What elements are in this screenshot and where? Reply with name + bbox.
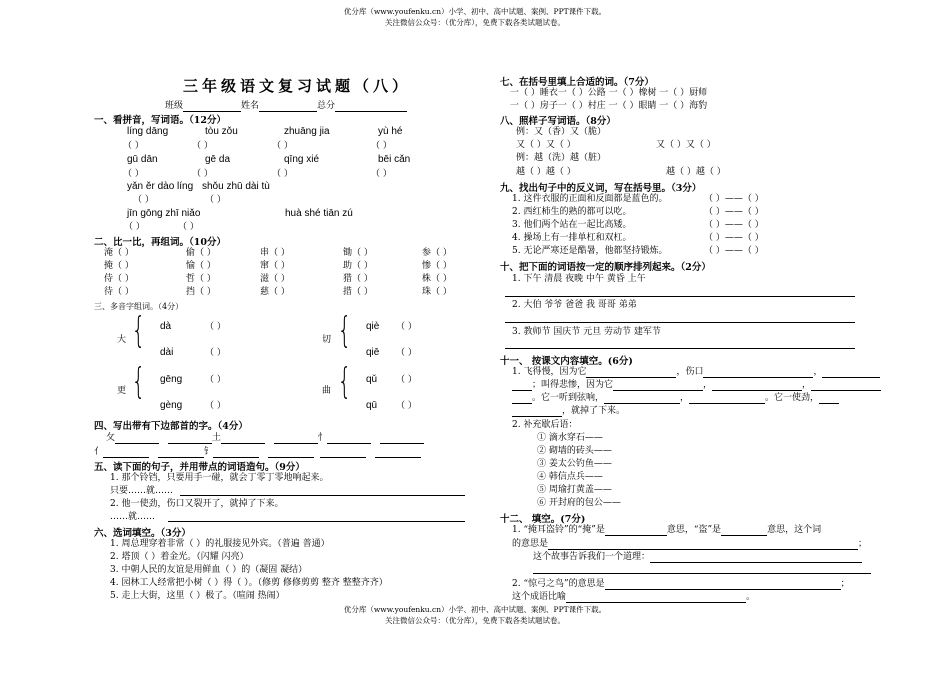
idiom-item: ① 滴水穿石—— — [537, 433, 603, 443]
s10-item: 3. 教师节 国庆节 元旦 劳动节 建军节 — [512, 327, 661, 337]
brace-icon: { — [337, 361, 352, 402]
answer-blank[interactable] — [566, 592, 746, 603]
idiom-item: ② 砌墙的砖头—— — [537, 446, 612, 456]
pinyin: gē da — [205, 154, 231, 165]
answer-blank[interactable] — [822, 367, 880, 378]
pinyin: qiē — [366, 347, 380, 358]
s6-item: 1. 周总理穿着非常（ ）的礼服接见外宾。（普遍 普通） — [110, 539, 330, 549]
answer-blank[interactable] — [268, 447, 314, 458]
s8-answer[interactable]: 越（ ）越（ ） — [516, 167, 576, 177]
s8-answer[interactable]: 又（ ）又（ ） — [516, 140, 576, 150]
radical: 钅 — [203, 447, 213, 457]
answer-blank[interactable] — [703, 367, 813, 378]
compare-char-cell[interactable]: 锄（ ） — [343, 248, 373, 258]
compare-char-cell[interactable]: 惨（ ） — [422, 261, 452, 271]
pinyin: bēi cǎn — [378, 154, 411, 165]
idiom-item: ⑥ 开封府的包公—— — [537, 498, 621, 508]
answer-blank[interactable] — [712, 380, 802, 391]
answer-paren[interactable]: （ ） — [371, 141, 392, 151]
s7-row: 一（ ）睡衣一（ ）公路 一（ ）橡树 一（ ）厨师 — [510, 88, 708, 98]
compare-char-cell[interactable]: 猎（ ） — [343, 274, 373, 284]
s6-heading: 六、选词填空。（3分） — [94, 528, 191, 539]
pinyin: jīn gōng zhī niǎo — [127, 208, 201, 219]
score-field[interactable] — [335, 101, 407, 112]
answer-paren[interactable]: （ ） — [205, 348, 226, 358]
pinyin: yǎn ěr dào líng — [127, 181, 194, 192]
s5-q1: 1. 那个铃铛，只要用手一碰，就会丁零丁零地响起来。 — [110, 473, 329, 483]
compare-char-cell[interactable]: 措（ ） — [343, 287, 373, 297]
idiom-item: ⑤ 周瑜打黄盖—— — [537, 485, 612, 495]
student-info — [165, 100, 407, 112]
answer-blank[interactable] — [380, 433, 424, 444]
answer-paren[interactable]: （ ） — [396, 348, 417, 358]
answer-paren[interactable]: （ ） — [205, 401, 226, 411]
site-footer-line2: 关注微信公众号：（优分库），免费下载各类试题试卷。 — [385, 616, 565, 625]
s5-q2: 2. 他一使劲，伤口又裂开了，就掉了下来。 — [110, 499, 284, 509]
answer-paren[interactable]: （ ） — [205, 375, 226, 385]
s8-answer[interactable]: 越（ ）越（ ） — [666, 167, 726, 177]
answer-blank[interactable] — [103, 447, 149, 458]
pinyin: huà shé tiān zú — [285, 208, 353, 219]
text: 这个成语比喻 — [512, 592, 567, 602]
answer-paren[interactable]: （ ） — [178, 222, 199, 232]
answer-blank[interactable] — [221, 433, 265, 444]
answer-blank[interactable] — [512, 393, 532, 404]
s10-heading: 十、把下面的词语按一定的顺序排列起来。（2分） — [500, 262, 711, 273]
answer-paren[interactable]: （ ） — [396, 401, 417, 411]
compare-char-cell[interactable]: 串（ ） — [260, 248, 290, 258]
pinyin: dài — [160, 347, 174, 358]
site-header-line2: 关注微信公众号：（优分库），免费下载各类试题试卷。 — [385, 18, 565, 27]
answer-blank[interactable] — [158, 447, 204, 458]
s1-heading: 一、看拼音，写词语。（12分） — [94, 115, 226, 126]
text: ，伤口 — [676, 367, 704, 377]
answer-paren[interactable]: （ ） — [371, 169, 392, 179]
site-header-line1: 优分库（www.youfenku.cn）小学、初中、高中试题、案例、PPT课件下载。 — [343, 7, 607, 16]
text: 1. 飞得慢，因为它 — [512, 367, 587, 377]
pinyin: qǔ — [366, 374, 378, 385]
s12-q1-line1 — [512, 524, 821, 536]
compare-char-cell[interactable]: 哲（ ） — [186, 274, 216, 284]
answer-paren[interactable]: （ ） — [123, 169, 144, 179]
compare-char-cell[interactable]: 侍（ ） — [104, 274, 134, 284]
answer-blank[interactable] — [512, 380, 532, 391]
answer-line[interactable] — [505, 296, 855, 297]
text: 意思，这个词 — [767, 525, 822, 535]
text: 。它一听到弦响， — [532, 393, 605, 403]
polyphone-char: 切 — [322, 335, 332, 345]
answer-blank[interactable] — [613, 380, 703, 391]
answer-blank[interactable] — [168, 433, 212, 444]
class-field[interactable] — [183, 101, 241, 112]
compare-char-cell[interactable]: 窜（ ） — [260, 261, 290, 271]
answer-paren[interactable]: （ ） — [205, 322, 226, 332]
answer-line[interactable] — [533, 573, 871, 574]
s3-heading: 三、多音字组词。（4分） — [94, 302, 184, 311]
s12-q1-line3 — [533, 551, 862, 563]
s9-heading: 九、找出句子中的反义词，写在括号里。（3分） — [500, 183, 702, 194]
answer-blank[interactable] — [548, 539, 858, 550]
pinyin: gū dān — [127, 154, 158, 165]
radical-row-2 — [94, 446, 421, 458]
s9-item: 1. 这件衣服的正面和反面都是蓝色的。 — [512, 194, 668, 204]
s9-item: 5. 无论严寒还是酷暑，他都坚持锻炼。 — [512, 246, 668, 256]
s8-example: 例：又（香）又（脆） — [516, 127, 607, 137]
answer-paren[interactable]: （ ） — [396, 322, 417, 332]
answer-blank[interactable] — [213, 447, 259, 458]
pinyin: yù hé — [378, 126, 403, 137]
answer-blank[interactable] — [604, 393, 680, 404]
compare-char-cell[interactable]: 淹（ ） — [104, 248, 134, 258]
brace-icon: { — [131, 361, 146, 402]
brace-icon: { — [131, 310, 146, 351]
s7-row: 一（ ）房子一（ ）村庄 一（ ）眼睛 一（ ）海豹 — [510, 101, 708, 111]
s6-item: 5. 走上大街，这里（ ）极了。（喧闹 热闹） — [110, 591, 285, 601]
compare-char-cell[interactable]: 待（ ） — [104, 287, 134, 297]
compare-char-cell[interactable]: 挡（ ） — [186, 287, 216, 297]
compare-char-cell[interactable]: 滋（ ） — [260, 274, 290, 284]
radical: 忄 — [317, 433, 327, 443]
answer-paren[interactable]: （ ） — [123, 141, 144, 151]
radical: 土 — [211, 433, 221, 443]
answer-blank[interactable] — [650, 552, 862, 563]
s5-q1-prompt: 只要……就…… — [110, 486, 174, 496]
answer-paren[interactable]: （ ） — [272, 169, 293, 179]
answer-blank[interactable] — [721, 525, 767, 536]
antonym-pair[interactable]: （ ）——（ ） — [704, 233, 764, 243]
text: 这个故事告诉我们一个道理： — [533, 552, 651, 562]
answer-blank[interactable] — [327, 433, 371, 444]
text: ；叫得悲惨，因为它 — [532, 380, 614, 390]
answer-paren[interactable]: （ ） — [133, 195, 154, 205]
answer-blank[interactable] — [811, 380, 881, 391]
s2-heading: 二、比一比，再组词。（10分） — [94, 237, 226, 248]
answer-paren[interactable]: （ ） — [205, 195, 226, 205]
radical: 亻 — [94, 447, 104, 457]
s8-heading: 八、照样子写词语。（8分） — [500, 116, 616, 127]
text: 。它一使劲， — [765, 393, 820, 403]
answer-line[interactable] — [505, 322, 855, 323]
polyphone-char: 曲 — [322, 386, 332, 396]
answer-line[interactable] — [168, 521, 465, 522]
site-footer-line1: 优分库（www.youfenku.cn）小学、初中、高中试题、案例、PPT课件下载。 — [343, 605, 607, 614]
answer-paren[interactable]: （ ） — [124, 222, 145, 232]
s11-q1-line3: 。它一听到弦响， ， 。它一使劲， — [512, 392, 839, 404]
compare-char-cell[interactable]: 助（ ） — [343, 261, 373, 271]
compare-char-cell[interactable]: 愉（ ） — [186, 261, 216, 271]
answer-line[interactable] — [505, 348, 855, 349]
s11-q1-line2: ；叫得悲惨，因为它 ， ， — [512, 379, 881, 391]
name-field[interactable] — [259, 101, 317, 112]
s11-q2: 2. 补充歇后语： — [512, 420, 578, 430]
antonym-pair[interactable]: （ ）——（ ） — [704, 246, 764, 256]
compare-char-cell[interactable]: 株（ ） — [422, 274, 452, 284]
antonym-pair[interactable]: （ ）——（ ） — [704, 207, 764, 217]
pinyin: dà — [160, 321, 172, 332]
pinyin: qīng xié — [284, 154, 320, 165]
antonym-pair[interactable]: （ ）——（ ） — [704, 220, 764, 230]
s10-item: 1. 下午 清晨 夜晚 中午 黄昏 上午 — [512, 274, 646, 284]
s9-item: 4. 操场上有一排单杠和双杠。 — [512, 233, 632, 243]
radical-row-1 — [106, 432, 424, 444]
s8-example: 例：越（洗）越（脏） — [516, 153, 607, 163]
answer-blank[interactable] — [689, 393, 765, 404]
text: 1. “掩耳盗铃”的“掩”是 — [512, 525, 605, 535]
pinyin: gèng — [160, 400, 183, 411]
compare-char-cell[interactable]: 珠（ ） — [422, 287, 452, 297]
s5-heading: 五、读下面的句子，并用带点的词语造句。（9分） — [94, 462, 305, 473]
s5-q2-prompt: ……就…… — [110, 512, 156, 522]
idiom-item: ③ 姜太公钓鱼—— — [537, 459, 612, 469]
compare-char-cell[interactable]: 掩（ ） — [104, 261, 134, 271]
s6-item: 3. 中朝人民的友谊是用鲜血（ ）的（凝固 凝结） — [110, 565, 308, 575]
s12-q2-line1: 2. “惊弓之鸟”的意思是 ； — [512, 579, 850, 589]
s12-heading: 十二、 填空。(7分) — [500, 514, 586, 525]
s11-q1-line4 — [512, 405, 625, 417]
s10-item: 2. 大伯 爷爷 爸爸 我 哥哥 弟弟 — [512, 300, 637, 310]
compare-char-cell[interactable]: 参（ ） — [422, 248, 452, 258]
answer-paren[interactable]: （ ） — [192, 169, 213, 179]
s11-q1-line1: 1. 飞得慢，因为它 ，伤口 ， — [512, 366, 880, 378]
answer-paren[interactable]: （ ） — [396, 375, 417, 385]
score-label: 总分 — [317, 101, 336, 111]
answer-blank[interactable] — [274, 433, 318, 444]
pinyin: qiè — [366, 321, 380, 332]
pinyin: shǒu zhū dài tù — [202, 181, 270, 192]
s6-item: 2. 塔顶（ ）着金光。（闪耀 闪亮） — [110, 552, 249, 562]
compare-char-cell[interactable]: 偷（ ） — [186, 248, 216, 258]
pinyin: zhuāng jia — [284, 126, 330, 137]
idiom-item: ④ 韩信点兵—— — [537, 472, 603, 482]
compare-char-cell[interactable]: 慈（ ） — [260, 287, 290, 297]
s7-heading: 七、在括号里填上合适的词。（7分） — [500, 77, 654, 88]
polyphone-char: 大 — [117, 335, 127, 345]
s11-heading: 十一、 按课文内容填空。(6分) — [500, 356, 633, 367]
polyphone-char: 更 — [117, 386, 127, 396]
text: 2. “惊弓之鸟”的意思是 — [512, 579, 605, 589]
answer-blank[interactable] — [605, 579, 841, 590]
answer-paren[interactable]: （ ） — [272, 141, 293, 151]
page-title: 三年级语文复习试题（八） — [183, 77, 412, 95]
answer-blank[interactable] — [320, 447, 366, 458]
pinyin: qū — [366, 400, 378, 411]
answer-blank[interactable] — [115, 433, 159, 444]
brace-icon: { — [337, 310, 352, 351]
antonym-pair[interactable]: （ ）——（ ） — [704, 194, 764, 204]
s8-answer[interactable]: 又（ ）又（ ） — [656, 140, 716, 150]
answer-blank[interactable] — [586, 367, 676, 378]
s9-item: 2. 西红柿生的熟的都可以吃。 — [512, 207, 632, 217]
answer-line[interactable] — [180, 495, 465, 496]
s6-item: 4. 园林工人经常把小树（ ）得（ ）。（修剪 修修剪剪 整齐 整整齐齐） — [110, 578, 388, 588]
s12-q2-line2: 这个成语比喻 。 — [512, 592, 756, 602]
text: 的意思是 — [512, 539, 549, 549]
pinyin: gēng — [160, 374, 183, 385]
name-label: 姓名 — [241, 101, 260, 111]
s4-heading: 四、写出带有下边部首的字。（4分） — [94, 421, 248, 432]
class-label: 班级 — [165, 101, 184, 111]
text: ，就掉了下来。 — [562, 406, 626, 416]
radical: 攵 — [106, 433, 116, 443]
answer-blank[interactable] — [375, 447, 421, 458]
s9-item: 3. 他们两个站在一起比高矮。 — [512, 220, 632, 230]
pinyin: tòu zǒu — [205, 126, 238, 137]
pinyin: líng dāng — [127, 126, 169, 137]
answer-paren[interactable]: （ ） — [192, 141, 213, 151]
answer-blank[interactable] — [512, 406, 562, 417]
text: 意思，“盗”是 — [666, 525, 722, 535]
answer-blank[interactable] — [819, 393, 839, 404]
answer-blank[interactable] — [605, 525, 667, 536]
s12-q1-line2: 的意思是 ； — [512, 539, 868, 549]
